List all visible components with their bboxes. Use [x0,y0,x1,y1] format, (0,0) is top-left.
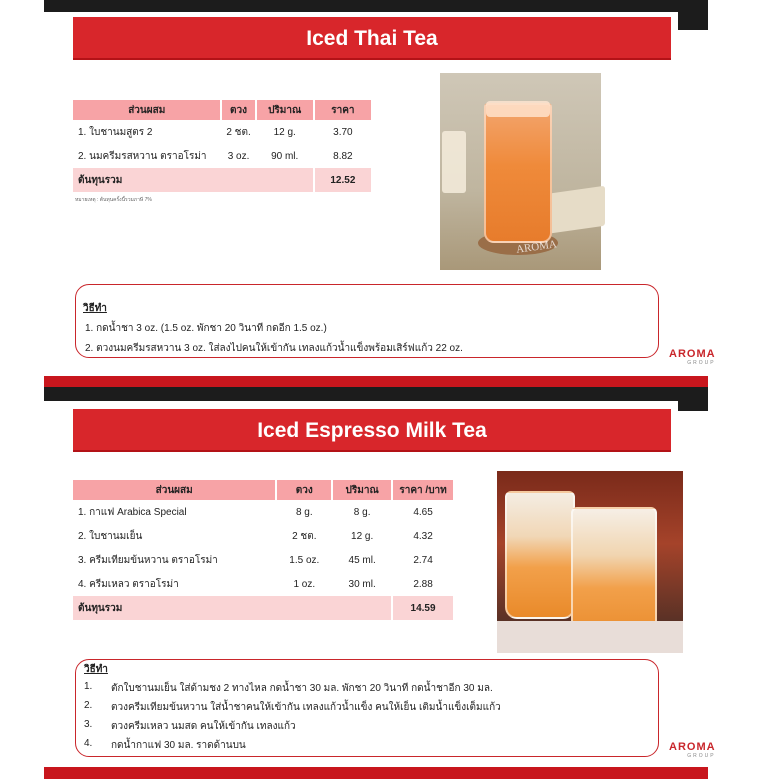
total-label: ต้นทุนรวม [73,596,392,620]
slide1-ingredient-table [73,100,373,192]
slide2-corner-accent [678,401,708,411]
method-title: วิธีทำ [84,664,108,675]
table-row [73,548,454,572]
ingredient-price: 4.32 [392,524,454,548]
method-step: ตวงครีมเทียมข้นหวาน ใส่น้ำชาคนให้เข้ากัน เทลงแก้วน้ำแข็ง คนให้เย็น เติมน้ำแข็งเต็มแก้ว [111,702,501,713]
ingredient-name: 2. ใบชานมเย็น [73,524,276,548]
method-step-number: 2. [84,700,93,711]
thai-tea-photo [440,73,601,270]
ingredient-measure: 1 oz. [276,572,332,596]
glass-left-shape [505,491,575,619]
table-header: ตวง [221,100,255,120]
method-step: ตวงครีมเหลว นมสด คนให้เข้ากัน เทลงแก้ว [111,721,296,732]
method-title: วิธีทำ [83,303,107,314]
ingredient-price: 4.65 [392,500,454,524]
tea-glass-shape [484,103,552,243]
slide-iced-thai-tea [44,12,716,376]
method-step-number: 4. [84,738,93,749]
slide1-corner-accent [678,12,708,30]
ingredient-amount: 90 ml. [256,144,314,168]
ingredient-amount: 45 ml. [332,548,392,572]
slide1-title: Iced Thai Tea [73,17,671,60]
ingredient-amount: 12 g. [332,524,392,548]
slide-separator [44,387,708,401]
slide2-title: Iced Espresso Milk Tea [73,409,671,452]
logo-subtext: GROUP [687,753,716,759]
slide2-bottom-frame [44,767,708,779]
slide-iced-espresso-milk-tea [44,401,716,767]
espresso-milk-tea-photo [497,471,683,653]
aroma-logo [669,741,716,759]
milk-glass-shape [442,131,466,193]
slide1-bottom-frame [44,376,708,387]
method-step: 1. กดน้ำชา 3 oz. (1.5 oz. พักชา 20 วินาที กดอีก 1.5 oz.) [85,323,327,334]
slide1-top-frame [44,0,708,12]
ingredient-measure: 8 g. [276,500,332,524]
total-row [73,596,454,620]
ingredient-amount: 12 g. [256,120,314,144]
slide2-ingredient-table [73,480,455,620]
ingredient-measure: 1.5 oz. [276,548,332,572]
ice-top-shape [486,101,550,117]
table-row [73,524,454,548]
logo-subtext: GROUP [687,360,716,366]
ingredient-amount: 8 g. [332,500,392,524]
table-header: ราคา /บาท [392,480,454,500]
method-step-number: 3. [84,719,93,730]
total-value: 14.59 [392,596,454,620]
table-header: ส่วนผสม [73,480,276,500]
table-header: ปริมาณ [256,100,314,120]
total-label: ต้นทุนรวม [73,168,314,192]
slide1-note: หมายเหตุ : ต้นทุนครั้งนี้รวมภาษี 7% [75,197,152,203]
ingredient-name: 3. ครีมเทียมข้นหวาน ตราอโรม่า [73,548,276,572]
ingredient-name: 2. นมครีมรสหวาน ตราอโรม่า [73,144,221,168]
ingredient-price: 2.88 [392,572,454,596]
method-step-number: 1. [84,681,93,692]
slide2-method-box [75,659,659,757]
table-row [73,572,454,596]
ingredient-price: 2.74 [392,548,454,572]
method-step: กดน้ำกาแฟ 30 มล. ราดด้านบน [111,740,246,751]
table-row [73,500,454,524]
photo-watermark: AROMA [515,238,558,256]
aroma-logo [669,348,716,366]
ingredient-price: 8.82 [314,144,372,168]
ingredient-measure: 3 oz. [221,144,255,168]
table-header: ส่วนผสม [73,100,221,120]
table-header: ตวง [276,480,332,500]
table-surface-shape [497,621,683,653]
method-step: 2. ตวงนมครีมรสหวาน 3 oz. ใส่ลงไปคนให้เข้ากัน เทลงแก้วน้ำแข็งพร้อมเสิร์ฟแก้ว 22 oz. [85,343,463,354]
ingredient-measure: 2 ชต. [276,524,332,548]
table-header: ปริมาณ [332,480,392,500]
ingredient-name: 4. ครีมเหลว ตราอโรม่า [73,572,276,596]
slide1-method-box [75,284,659,358]
table-row [73,144,372,168]
table-header: ราคา [314,100,372,120]
ingredient-price: 3.70 [314,120,372,144]
ingredient-name: 1. กาแฟ Arabica Special [73,500,276,524]
table-row [73,120,372,144]
logo-text: AROMA [669,348,716,360]
ingredient-name: 1. ใบชานมสูตร 2 [73,120,221,144]
ingredient-measure: 2 ชต. [221,120,255,144]
ingredient-amount: 30 ml. [332,572,392,596]
logo-text: AROMA [669,741,716,753]
method-step: ตักใบชานมเย็น ใส่ด้ามชง 2 ทางไหล กดน้ำชา 30 มล. พักชา 20 วินาที กดน้ำชาอีก 30 มล. [111,683,493,694]
total-value: 12.52 [314,168,372,192]
total-row [73,168,372,192]
